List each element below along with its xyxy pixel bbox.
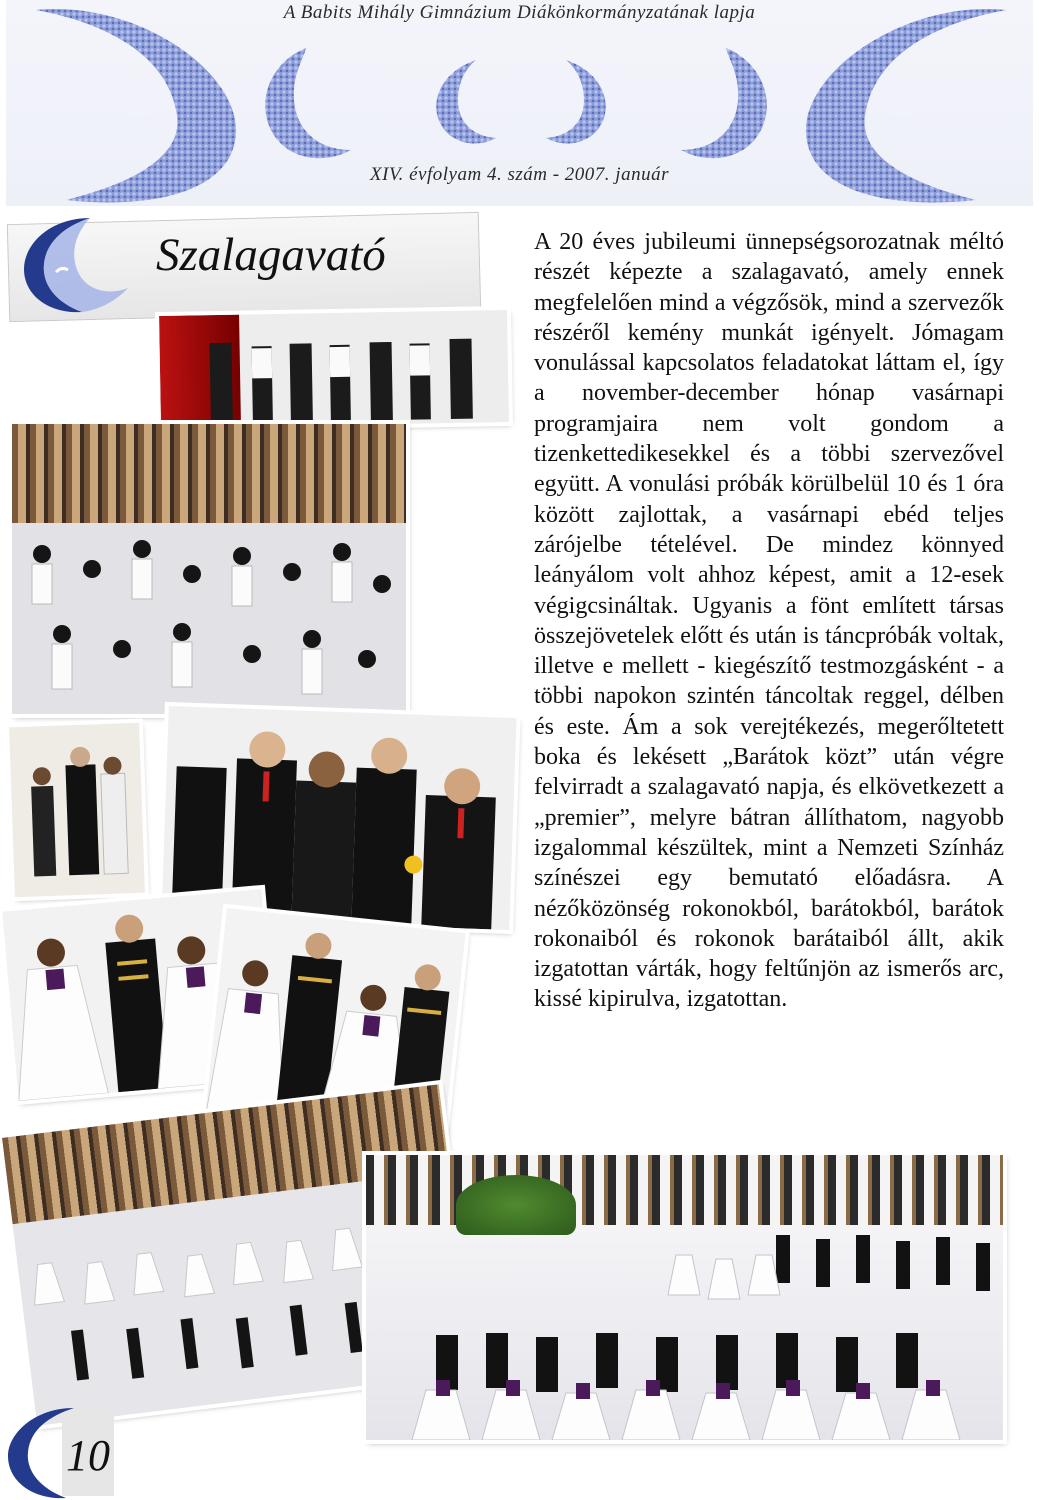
pinning-figures (9, 733, 145, 897)
crescent-moon-face-icon (681, 48, 767, 158)
page-number: 10 (66, 1431, 110, 1480)
crescent-moon-face-icon (265, 48, 351, 158)
crescent-moon-face-icon (436, 60, 496, 144)
photo-hall-overview (12, 424, 406, 714)
crescent-moon-logo-icon (20, 214, 130, 314)
crescent-moon-face-icon (546, 60, 606, 144)
masthead-tagline: A Babits Mihály Gimnázium Diákönkormányzatának lapja (283, 2, 756, 23)
article-body: A 20 éves jubileumi ünnepségsorozatnak méltó részét képezte a szalagavató, amely ennek megfelelően mind a végzősök, mind a szervezők részéről kemény munkát igényelt. Jómagam vonulással kapcsolatos feladatokat láttam el, így a november-december hónap vasárnapi programjaira nem volt gondom a tizenkettedikesekkel és a többi szervezővel együtt. A vonulási próbák körülbelül 10 és 1 óra között zajlottak, a vasárnapi ebéd teljes zárójelbe tételével. De mindez könnyed leányálom volt ahhoz képest, amit a 12-esek végigcsináltak. Ugyanis a fönt említett társas összejövetelek előtt és után is táncpróbák voltak, illetve e mellett - kiegészítő testmozgásként - a többi napokon szintén táncoltak reggel, délben és este. Ám a sok verejtékezés, megerőltetett boka és lekésett „Barátok közt” után végre felvirradt a szalagavató napja, és elkövetkezett a „premier”, melyre bátran állíthatom, nagyobb izgalommal készültek, mint a Nemzeti Színház színészei egy bemutató előadásra. A nézőközönség rokonokból, barátokból, barátok rokonaiból és rokonok barátaiból állt, akik izgatottan várták, hogy feltűnjön az ismerős arc, kissé kipirulva, izgatottan. (534, 229, 1004, 1013)
issue-info: XIV. évfolyam 4. szám - 2007. január (370, 164, 669, 185)
dancers-crowd (12, 514, 406, 714)
dance-circle (366, 1215, 1003, 1440)
photo-dance-circle-wide (366, 1155, 1003, 1440)
masthead (6, 0, 1033, 206)
photo-ribbon-pinning (9, 723, 145, 897)
photo-students-line (159, 310, 509, 428)
figure-group (199, 320, 501, 425)
article-title: Szalagavató (156, 229, 386, 281)
